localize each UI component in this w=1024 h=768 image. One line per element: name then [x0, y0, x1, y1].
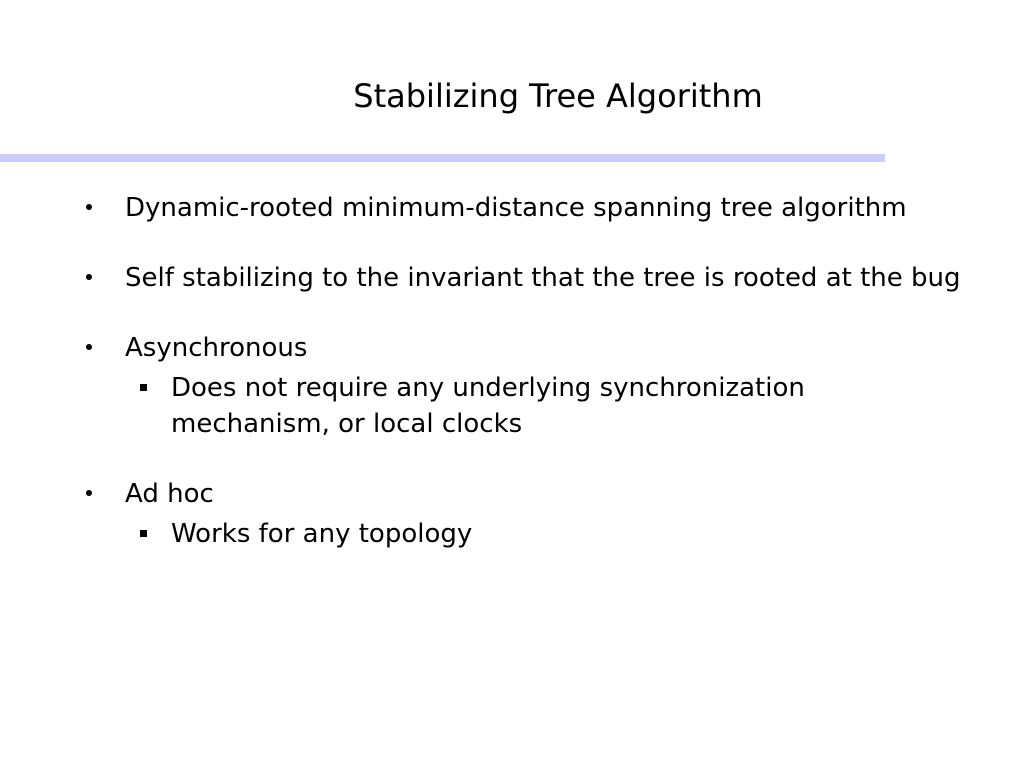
bullet-item: [0, 476, 1024, 552]
title-underline-bar: [0, 154, 885, 162]
bullet-item: [0, 260, 1024, 296]
sub-bullet-item: [0, 370, 1024, 442]
bullet-dot-icon: [86, 490, 92, 496]
bullet-item: [0, 190, 1024, 226]
bullet-text: Self stabilizing to the invariant that the tree is rooted at the bug: [125, 263, 961, 293]
bullet-item: [0, 330, 1024, 442]
bullet-dot-icon: [86, 274, 92, 280]
slide-title: Stabilizing Tree Algorithm: [353, 77, 763, 115]
sub-bullet-list: [0, 370, 1024, 442]
square-bullet-icon: [140, 384, 147, 391]
sub-bullet-text: Does not require any underlying synchronization mechanism, or local clocks: [171, 373, 805, 439]
square-bullet-icon: [140, 530, 147, 537]
bullet-dot-icon: [86, 204, 92, 210]
bullet-dot-icon: [86, 344, 92, 350]
sub-bullet-list: [0, 516, 1024, 552]
sub-bullet-item: [0, 516, 1024, 552]
bullet-text: Dynamic-rooted minimum-distance spanning tree algorithm: [125, 193, 907, 223]
bullet-text: Ad hoc: [125, 479, 214, 509]
sub-bullet-text: Works for any topology: [171, 519, 473, 549]
bullet-list: [0, 190, 1024, 586]
bullet-text: Asynchronous: [125, 333, 308, 363]
